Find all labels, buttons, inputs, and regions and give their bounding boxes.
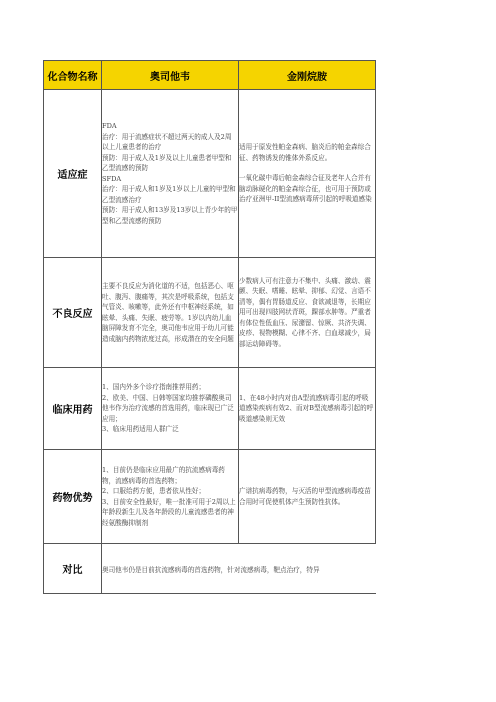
header-oseltamivir: 奥司他韦 <box>102 61 239 90</box>
row-label-indication: 适应症 <box>44 90 102 258</box>
indication-text: 治疗：用于成人和1岁及1岁以上儿童的甲型和乙型流感治疗 <box>102 185 236 204</box>
row-label-comparison: 对比 <box>44 544 102 594</box>
indication-text: 治疗：用于流感症状不超过两天的成人及2周以上儿童患者的治疗 <box>102 132 232 151</box>
indication-text: 一氧化碳中毒后帕金森综合征及老年人合并有脑动脉硬化的帕金森综合征，也可用于预防或治疗亚洲甲-II型流感病毒所引起的呼吸道感染 <box>239 174 372 204</box>
advantage-text: 2、口服给药方便，患者依从性好； <box>102 487 206 495</box>
comparison-table <box>43 60 376 594</box>
advantage-text: 3、目前安全性最好，唯一批准可用于2周以上年龄段新生儿及各年龄段的儿童流感患者的神经氨酸酶抑制剂 <box>102 497 236 527</box>
row-label-adverse: 不良反应 <box>44 258 102 368</box>
row-label-advantage: 药物优势 <box>44 450 102 544</box>
oseltamivir-indication <box>102 90 239 258</box>
oseltamivir-clinical <box>102 368 239 450</box>
comparison-summary: 奥司他韦仍是目前抗流感病毒的首选药物，针对流感病毒，靶点治疗，特异 <box>102 544 376 594</box>
indication-text: 预防：用于成人和13岁及13岁以上青少年的甲型和乙型流感的预防 <box>102 206 238 225</box>
clinical-text: 2、欧美、中国、日韩等国家均推荐磷酸奥司他韦作为治疗流感的首选用药，临床现已广泛应用； <box>102 393 234 423</box>
header-compound-name: 化合物名称 <box>44 61 102 90</box>
indication-text: 适用于原发性帕金森病、脑炎后的帕金森综合征、药物诱发的锥体外系反应。 <box>239 143 371 162</box>
clinical-text: 3、临床用药适用人群广泛 <box>102 425 179 434</box>
amantadine-indication <box>239 90 376 258</box>
indication-text: SFDA <box>102 174 122 183</box>
amantadine-clinical: 1、在48小时内对由A型流感病毒引起的呼吸道感染疾病有效2、而对B型流感病毒引起的呼吸道感染则无效 <box>239 368 376 450</box>
row-label-clinical: 临床用药 <box>44 368 102 450</box>
row-adverse-reactions <box>44 258 376 368</box>
header-amantadine: 金刚烷胺 <box>239 61 376 90</box>
row-drug-advantage <box>44 450 376 544</box>
amantadine-adverse: 少数病人可有注意力不集中、头痛、激动、震颤、失眠、嗜睡、眩晕、抑郁、幻觉、言语不清等，偶有胃肠道反应、食欲减退等，长期应用可出现四肢网状青斑，踝部水肿等。严重者有体位性低血压、尿潴留、惊厥、共济失调、皮疹、视物模糊、心律不齐、白血球减少，局部运动障碍等。 <box>239 258 376 368</box>
oseltamivir-adverse: 主要不良反应为消化道的不适，包括恶心、呕吐、腹泻、腹痛等，其次是呼吸系统，包括支气管炎、咳嗽等，此外还有中枢神经系统，如眩晕、头痛、失眠、疲劳等。1岁以内幼儿血脑屏障发育不完全，奥司他韦应用于幼儿可能造成脑内药物浓度过高，形成潜在的安全问题 <box>102 258 239 368</box>
advantage-text: 1、目前仍是临床应用最广的抗流感病毒药物，流感病毒的首选药物； <box>102 466 225 485</box>
indication-text: FDA <box>102 122 117 130</box>
oseltamivir-advantage <box>102 450 239 544</box>
row-comparison <box>44 544 376 594</box>
row-indication <box>44 90 376 258</box>
clinical-text: 1、国内外多个诊疗指南推荐用药； <box>102 383 206 392</box>
header-row <box>44 61 376 90</box>
row-clinical-use <box>44 368 376 450</box>
amantadine-advantage: 广谱抗病毒药物，与灭活的甲型流感病毒疫苗合用时可促使机体产生预防性抗体。 <box>239 450 376 544</box>
indication-text: 预防：用于成人及1岁及以上儿童患者甲型和乙型流感的预防 <box>102 153 232 172</box>
